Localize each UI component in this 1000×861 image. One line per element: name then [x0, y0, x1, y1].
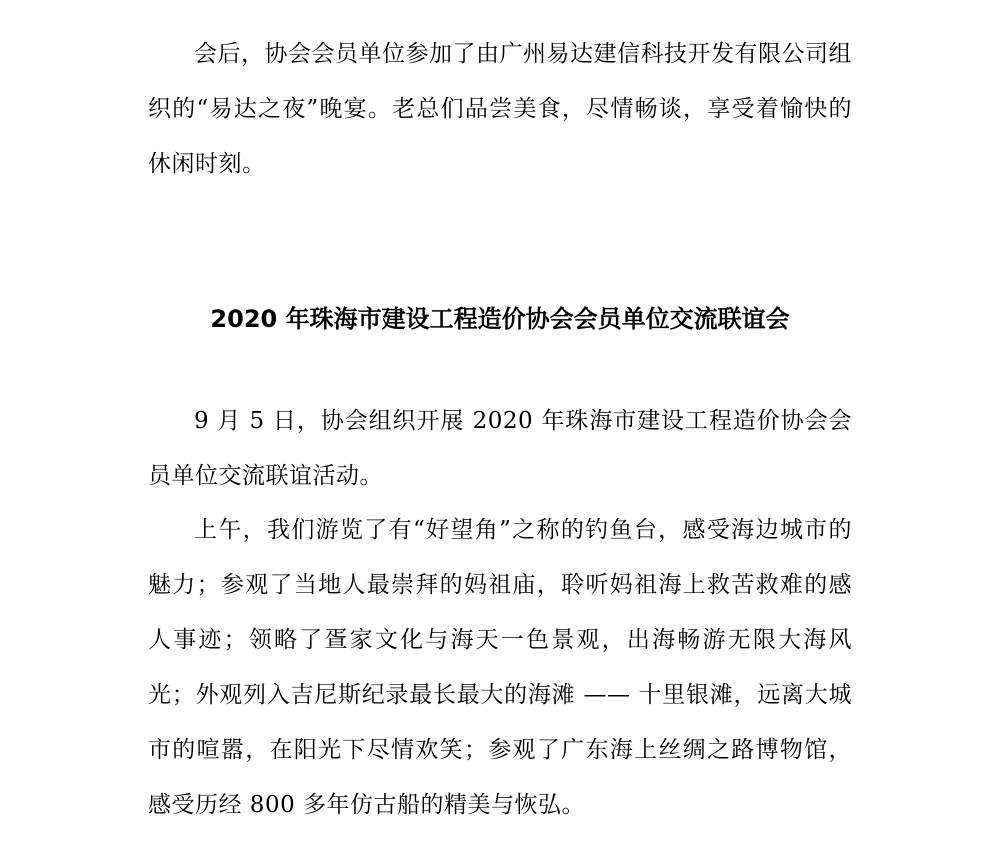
paragraph-morning-tour: 上午，我们游览了有“好望角”之称的钓鱼台，感受海边城市的魅力；参观了当地人最崇拜的妈祖庙，聆听妈祖海上救苦救难的感人事迹；领略了疍家文化与海天一色景观，出海畅游无限大海风光；外观列入吉尼斯纪录最长最大的海滩 —— 十里银滩，远离大城市的喧嚣，在阳光下尽情欢笑；参观了广东海上丝绸之路博物馆，感受历经 800 多年仿古船的精美与恢弘。	[148, 517, 852, 818]
section-title: 2020 年珠海市建设工程造价协会会员单位交流联谊会	[210, 305, 790, 333]
paragraph-banquet: 会后，协会会员单位参加了由广州易达建信科技开发有限公司组织的“易达之夜”晚宴。老总们品尝美食，尽情畅谈，享受着愉快的休闲时刻。	[148, 41, 852, 177]
paragraph-event-intro: 9 月 5 日，协会组织开展 2020 年珠海市建设工程造价协会会员单位交流联谊活动。	[148, 408, 852, 489]
